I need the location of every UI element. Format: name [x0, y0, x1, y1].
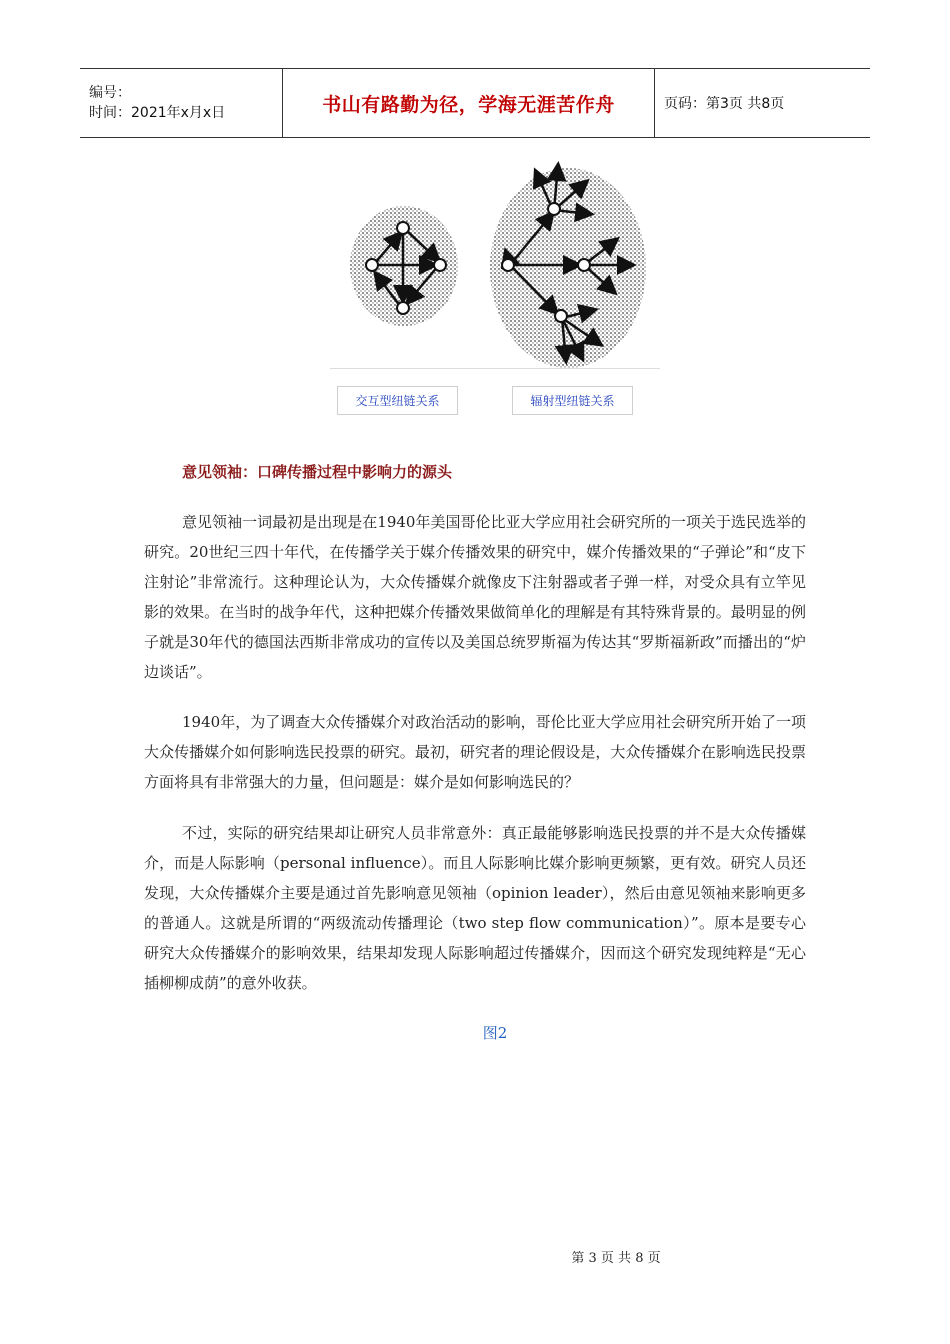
section-heading: 意见领袖：口碑传播过程中影响力的源头	[182, 463, 453, 481]
document-header	[80, 68, 870, 138]
document-time-label: 时间：2021年x月x日	[89, 105, 226, 121]
body-paragraph-1: 意见领袖一词最初是出现是在1940年美国哥伦比亚大学应用社会研究所的一项关于选民选举的研究。20世纪三四十年代，在传播学关于媒介传播效果的研究中，媒介传播效果的“子弹论”和“皮下注射论”非常流行。这种理论认为，大众传播媒介就像皮下注射器或者子弹一样，对受众具有立竿见影的效果。在当时的战争年代，这种把媒介传播效果做简单化的理解是有其特殊背景的。最明显的例子就是30年代的德国法西斯非常成功的宣传以及美国总统罗斯福为传达其“罗斯福新政”而播出的“炉边谈话”。	[144, 513, 806, 681]
interactive-network-diagram	[350, 206, 458, 326]
header-motto-cell	[282, 69, 655, 137]
header-page-cell	[655, 69, 870, 137]
header-motto: 书山有路勤为径，学海无涯苦作舟	[322, 93, 615, 116]
figure-caption-interactive: 交互型纽链关系	[337, 386, 458, 415]
radial-network-diagram	[490, 166, 646, 368]
header-page-info: 页码：第3页 共8页	[664, 96, 785, 112]
figure-divider	[330, 368, 660, 369]
body-paragraph-3: 不过，实际的研究结果却让研究人员非常意外：真正最能够影响选民投票的并不是大众传播媒介，而是人际影响（personal influence）。而且人际影响比媒介影响更频繁，更有效。研究人员还发现，大众传播媒介主要是通过首先影响意见领袖（opinion leader），然后由意见领袖来影响更多的普通人。这就是所谓的“两级流动传播理论（two step flow communication）”。原本是要专心研究大众传播媒介的影响效果，结果却发现人际影响超过传播媒介，因而这个研究发现纯粹是“无心插柳柳成荫”的意外收获。	[144, 824, 806, 992]
network-diagram-figure	[330, 152, 660, 420]
body-paragraph-2: 1940年，为了调查大众传播媒介对政治活动的影响，哥伦比亚大学应用社会研究所开始了一项大众传播媒介如何影响选民投票的研究。最初，研究者的理论假设是，大众传播媒介在影响选民投票方面将具有非常强大的力量，但问题是：媒介是如何影响选民的？	[144, 713, 806, 791]
figure-label: 图2	[482, 1024, 508, 1042]
page-footer: 第 3 页 共 8 页	[571, 1251, 661, 1266]
document-number-label: 编号：	[89, 85, 131, 101]
header-meta	[80, 69, 282, 137]
figure-caption-radial: 辐射型纽链关系	[512, 386, 633, 415]
